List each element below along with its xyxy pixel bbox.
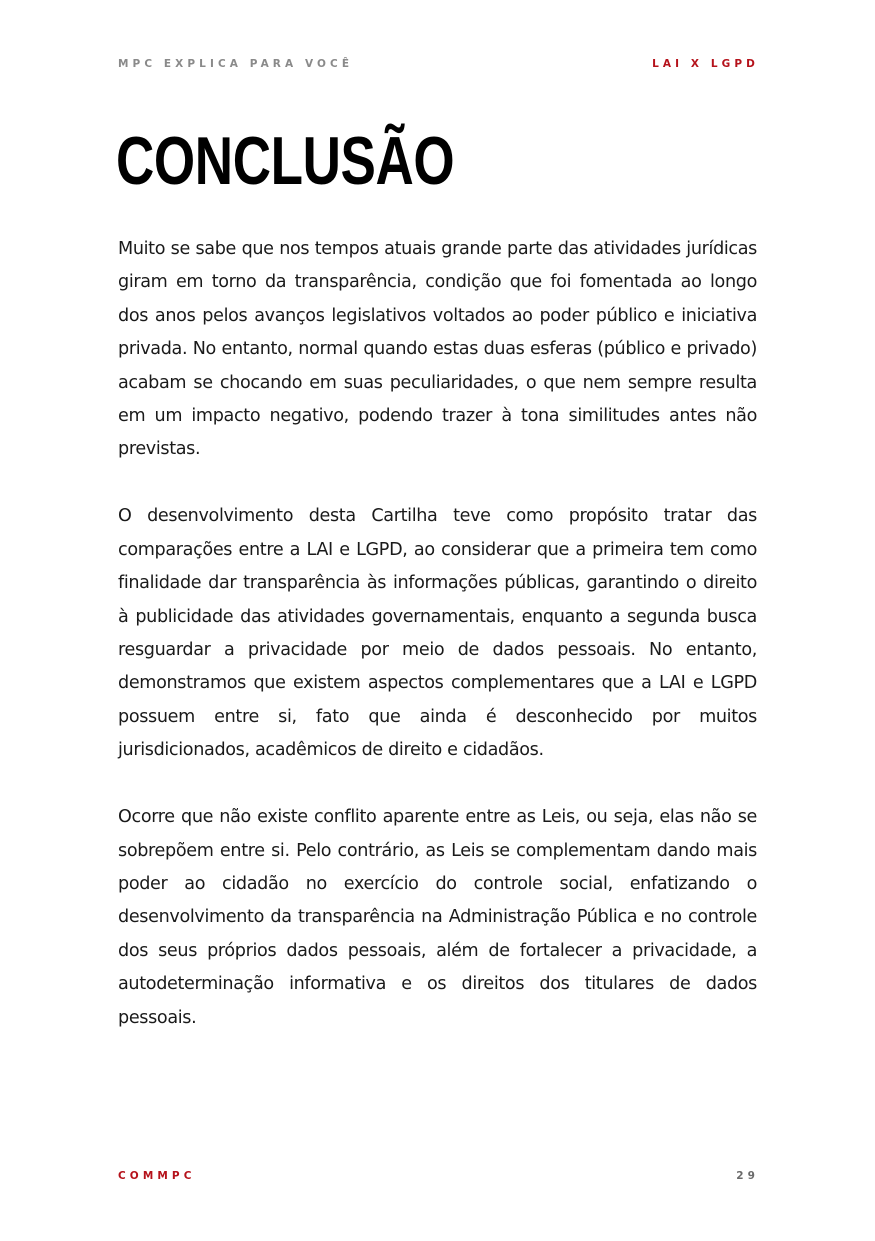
page-title: CONCLUSÃO xyxy=(116,123,455,199)
paragraph-3: Ocorre que não existe conflito aparente entre as Leis, ou seja, elas não se sobrepõem entre si. Pelo contrário, as Leis se complementam dando mais poder ao cidadão no exercício do controle social, enfatizando o desenvolvimento da transparência na Administração Pública e no controle dos seus próprios dados pessoais, além de fortalecer a privacidade, a autodeterminação informativa e os direitos dos titulares de dados pessoais. xyxy=(118,807,757,1028)
paragraph-2: O desenvolvimento desta Cartilha teve como propósito tratar das comparações entre a LAI e LGPD, ao considerar que a primeira tem como finalidade dar transparência às informações públicas, garantindo o direito à publicidade das atividades governamentais, enquanto a segunda busca resguardar a privacidade por meio de dados pessoais. No entanto, demonstramos que existem aspectos complementares que a LAI e LGPD possuem entre si, fato que ainda é desconhecido por muitos jurisdicionados, acadêmicos de direito e cidadãos. xyxy=(118,506,757,761)
running-header-left: MPC EXPLICA PARA VOCÊ xyxy=(118,58,354,70)
running-header-right: LAI X LGPD xyxy=(652,58,759,70)
footer-brand: COMMPC xyxy=(118,1170,196,1182)
page-number: 29 xyxy=(736,1170,759,1182)
paragraph-1: Muito se sabe que nos tempos atuais grande parte das atividades jurídicas giram em torno da transparência, condição que foi fomentada ao longo dos anos pelos avanços legislativos voltados ao poder público e iniciativa privada. No entanto, normal quando estas duas esferas (público e privado) acabam se chocando em suas peculiaridades, o que nem sempre resulta em um impacto negativo, podendo trazer à tona similitudes antes não previstas. xyxy=(118,239,757,460)
body-text xyxy=(118,233,757,1068)
